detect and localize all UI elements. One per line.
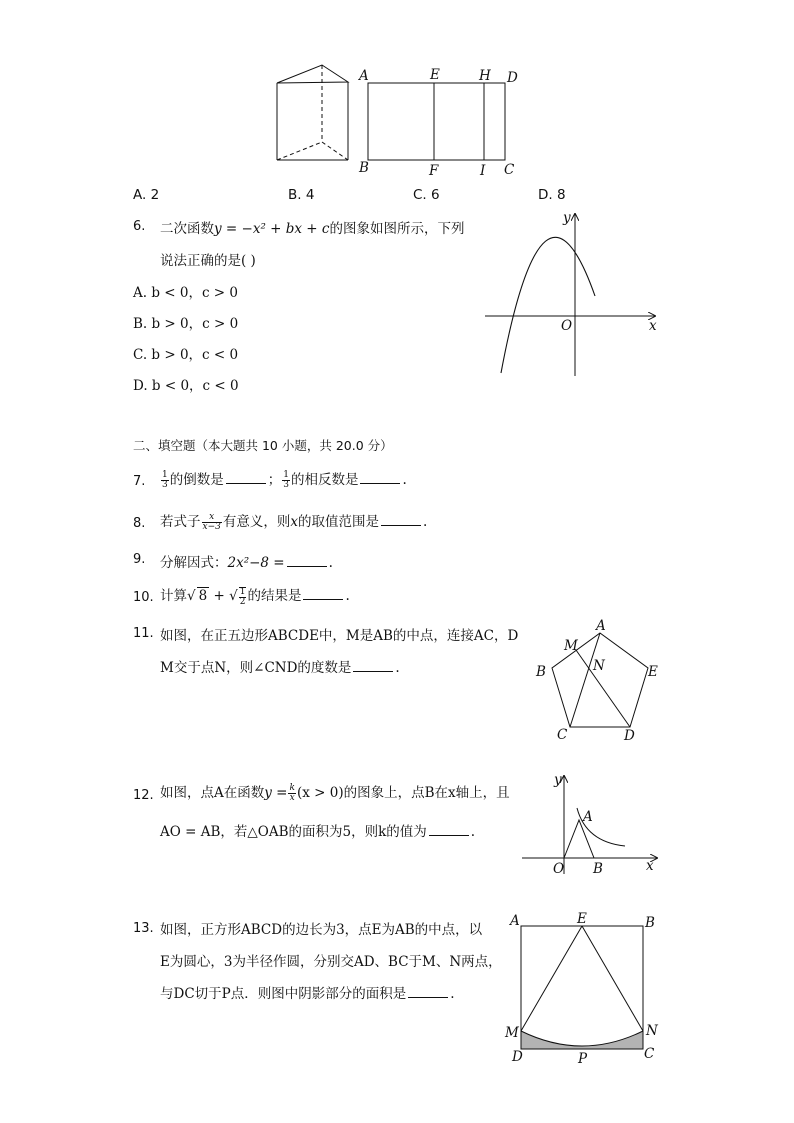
q5-option-b: B. 4 <box>288 187 315 203</box>
q11-label-N: N <box>593 658 605 674</box>
q13-stem-line3: 与DC切于P点．则图中阴影部分的面积是 . <box>160 986 455 1002</box>
q9-blank[interactable] <box>287 556 327 567</box>
q7-stem: $\frac{1}{3}$ 的倒数是 ； $\frac{1}{3}$ 的相反数是 . <box>162 470 407 490</box>
q6-option-c: C. b > 0，c < 0 <box>133 347 239 363</box>
label-B: B <box>359 160 369 176</box>
q13-stem-line1: 如图，正方形ABCD的边长为3，点E为AB的中点，以 <box>160 922 483 938</box>
label-D: D <box>507 70 518 86</box>
q6-option-a: A. b < 0，c > 0 <box>133 285 239 301</box>
q12-graph-origin-label: O <box>553 861 565 877</box>
q10-stem: 计算√ 8 + √ $\frac{1}{2}$ 的结果是 . <box>160 586 350 607</box>
q13-label-P: P <box>578 1051 588 1067</box>
q13-label-D: D <box>512 1049 523 1065</box>
q13-label-A: A <box>510 913 520 929</box>
label-C: C <box>504 162 515 178</box>
q6-graph-origin-label: O <box>561 318 573 334</box>
label-F: F <box>429 163 439 179</box>
q8-number: 8. <box>133 516 146 531</box>
q11-label-D: D <box>624 728 635 744</box>
q9-stem: 分解因式：2x²−8 = . <box>160 555 333 571</box>
q13-square-figure <box>510 915 660 1065</box>
q12-graph-y-label: y <box>554 772 562 788</box>
q5-option-c: C. 6 <box>413 187 440 203</box>
q11-label-E: E <box>648 664 658 680</box>
q11-stem-line1: 如图，在正五边形ABCDE中，M是AB的中点，连接AC，D <box>160 628 519 644</box>
q13-label-E: E <box>577 911 587 927</box>
label-H: H <box>479 68 491 84</box>
q10-number: 10. <box>133 590 154 605</box>
prism-figure <box>270 60 530 180</box>
q5-option-d: D. 8 <box>538 187 566 203</box>
q11-label-A: A <box>596 618 606 634</box>
q6-parabola-graph <box>483 210 663 380</box>
q13-label-N: N <box>646 1023 658 1039</box>
q11-label-B: B <box>536 664 546 680</box>
q11-stem-line2: M交于点N，则∠CND的度数是 . <box>160 660 400 676</box>
q7-number: 7. <box>133 474 146 489</box>
q11-label-M: M <box>564 638 578 654</box>
q6-graph-x-label: x <box>649 318 657 334</box>
q12-number: 12. <box>133 788 154 803</box>
q6-number: 6. <box>133 219 146 234</box>
q12-graph-B-label: B <box>593 861 603 877</box>
q11-pentagon-figure <box>530 615 670 745</box>
q10-blank[interactable] <box>303 589 343 600</box>
q9-number: 9. <box>133 552 146 567</box>
q13-blank[interactable] <box>408 987 448 998</box>
q6-option-b: B. b > 0，c > 0 <box>133 316 239 332</box>
q6-stem-line1: 二次函数y = −x² + bx + c的图象如图所示，下列 <box>160 221 465 237</box>
label-E: E <box>430 67 440 83</box>
q11-blank[interactable] <box>353 661 393 672</box>
q6-option-d: D. b < 0，c < 0 <box>133 378 239 394</box>
q6-stem-line2: 说法正确的是( ) <box>160 253 256 269</box>
q5-option-a: A. 2 <box>133 187 160 203</box>
section-title: 二、填空题（本大题共 10 小题，共 20.0 分） <box>133 438 393 453</box>
q13-label-B: B <box>645 915 655 931</box>
q13-label-M: M <box>505 1025 519 1041</box>
q11-label-C: C <box>557 727 568 743</box>
q12-blank[interactable] <box>429 825 469 836</box>
q12-stem-line1: 如图，点A在函数y = $\frac{k}{x}$ (x > 0)的图象上，点B在x轴上，且 <box>160 783 510 803</box>
q12-stem-line2: AO = AB，若△OAB的面积为5，则k的值为 . <box>160 824 476 840</box>
q12-graph-A-label: A <box>583 809 593 825</box>
q13-number: 13. <box>133 921 154 936</box>
q8-stem: 若式子 $\frac{x}{x-3}$ 有意义，则x的取值范围是 . <box>160 512 428 532</box>
q7-blank-1[interactable] <box>226 473 266 484</box>
q6-graph-y-label: y <box>563 210 571 226</box>
q13-stem-line2: E为圆心，3为半径作圆，分别交AD、BC于M、N两点， <box>160 954 502 970</box>
q8-blank[interactable] <box>381 515 421 526</box>
label-I: I <box>480 163 486 179</box>
q13-label-C: C <box>644 1046 655 1062</box>
q12-graph-x-label: x <box>646 858 654 874</box>
q7-blank-2[interactable] <box>360 473 400 484</box>
label-A: A <box>359 68 369 84</box>
q11-number: 11. <box>133 626 154 641</box>
